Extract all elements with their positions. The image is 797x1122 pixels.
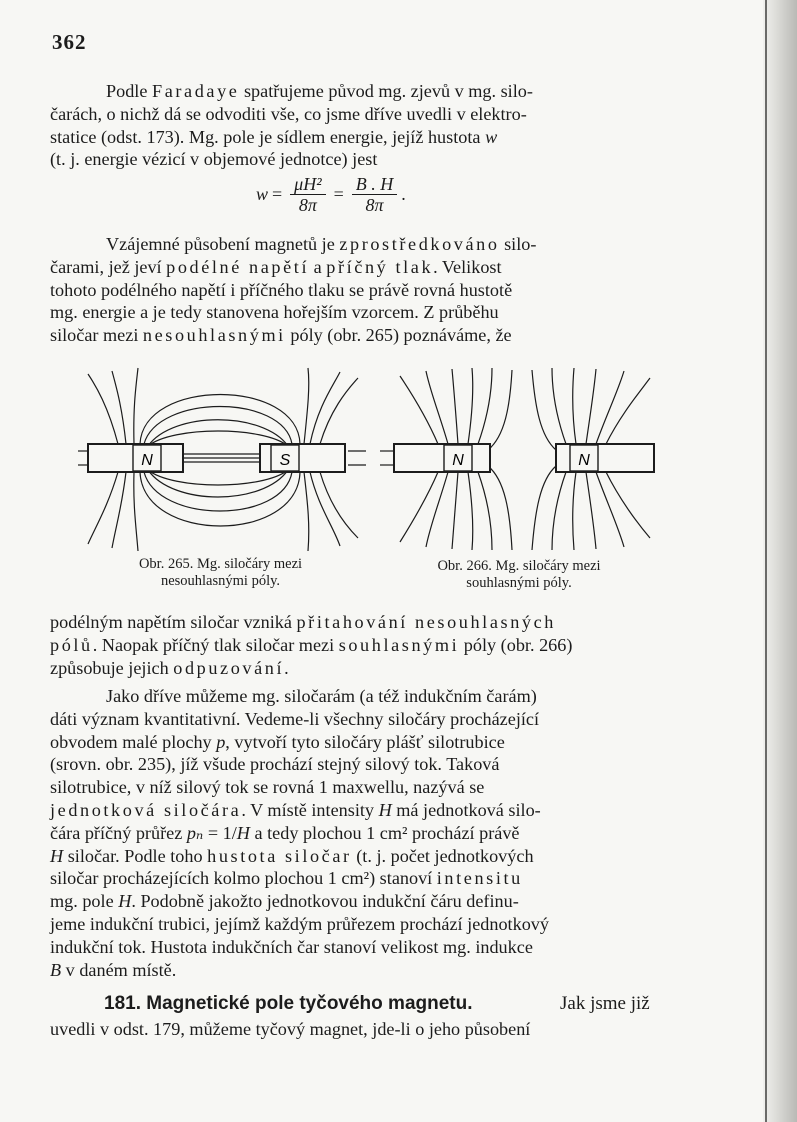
paragraph-faraday — [50, 80, 678, 171]
text-run: (t. j. energie vézicí v objemové jednotce) jest — [50, 149, 378, 170]
paragraph-attraction — [50, 611, 678, 679]
paragraph-unit-field-line — [50, 685, 678, 981]
math-symbol: H — [236, 822, 250, 843]
math-symbol: pₙ — [186, 822, 204, 843]
text-run: Jako dříve můžeme mg. siločarám (a též indukčním čarám) — [106, 686, 537, 706]
figure-265-unlike-poles — [78, 366, 368, 552]
text-run: . Podobně jakožto jednotkovou indukční čáru definu- — [131, 891, 519, 912]
fraction-1-denominator: 8π — [298, 195, 317, 215]
fig266-pole-right: N — [578, 452, 590, 469]
fraction-2-denominator: 8π — [365, 195, 384, 215]
text-run: siločar mezi — [50, 325, 143, 346]
fraction-2-numerator: B . H — [352, 174, 398, 195]
text-run: obvodem malé plochy — [50, 731, 217, 752]
fig266-pole-left: N — [452, 452, 464, 469]
text-run: mg. pole — [50, 891, 119, 912]
text-run: silotrubice, v níž silový tok se rovná 1 maxwellu, nazývá se — [50, 777, 485, 798]
formula-equals-1: = — [272, 184, 283, 204]
text-line — [50, 611, 678, 634]
spaced-emphasis: podélné napětí — [166, 256, 310, 277]
text-run: čarami, jež jeví — [50, 256, 167, 277]
text-run: (srovn. obr. 235), jíž všude prochází stejný silový tok. Taková — [50, 754, 500, 775]
section-heading: 181. Magnetické pole tyčového magnetu. — [104, 993, 473, 1014]
spaced-emphasis: příčný tlak — [326, 256, 434, 277]
math-symbol: w — [485, 126, 498, 147]
text-run: . Naopak příčný tlak siločar mezi — [92, 634, 339, 655]
text-line — [50, 776, 678, 799]
spaced-emphasis: hustota siločar — [207, 845, 352, 866]
text-run: . Velikost — [433, 256, 502, 277]
text-run: mg. energie a je tedy stanovena hořejším vzorcem. Z průběhu — [50, 302, 499, 323]
text-line — [50, 913, 678, 936]
spaced-emphasis: jednotková siločára — [50, 799, 242, 820]
fig265-caption-line2: nesouhlasnými póly. — [160, 573, 281, 589]
text-line — [50, 799, 678, 822]
figure-266-caption — [405, 558, 633, 592]
text-run: v daném místě. — [61, 959, 177, 980]
text-line — [50, 324, 678, 347]
math-symbol: H — [50, 845, 64, 866]
text-line — [50, 708, 678, 731]
spaced-emphasis: přitahování nesouhlasných — [296, 612, 556, 632]
text-line — [50, 685, 678, 708]
text-line — [50, 867, 678, 890]
text-run: má jednotková silo- — [391, 799, 541, 820]
energy-density-formula — [256, 174, 406, 215]
text-line — [50, 731, 678, 754]
section-line-2 — [50, 1018, 678, 1041]
figure-265-caption — [108, 556, 333, 590]
text-line — [50, 256, 678, 279]
text-run: jeme indukční trubici, jejímž každým průřezem prochází jednotkový — [50, 913, 549, 934]
fig266-caption-line1: Obr. 266. Mg. siločáry mezi — [437, 558, 601, 574]
text-run: spatřujeme původ mg. zjevů v mg. silo- — [239, 81, 533, 101]
text-run: , vytvoří tyto siločáry plášť silotrubice — [225, 731, 505, 752]
spaced-emphasis: pólů — [50, 634, 93, 655]
text-run: = 1/ — [203, 822, 237, 843]
text-run: a tedy plochou 1 cm² prochází právě — [249, 822, 520, 843]
math-symbol: H — [118, 891, 132, 912]
text-run: statice (odst. 173). Mg. pole je sídlem energie, jejíž hustota — [50, 126, 486, 147]
text-run: podélným napětím siločar vzniká — [50, 612, 297, 632]
page-number: 362 — [52, 30, 87, 54]
text-line — [50, 753, 678, 776]
fig266-caption-line2: souhlasnými póly. — [466, 575, 572, 591]
text-line — [50, 233, 678, 256]
formula-fraction-2 — [352, 174, 398, 215]
text-line — [50, 634, 678, 657]
fig266-magnet-left — [394, 444, 490, 472]
text-line — [50, 126, 678, 149]
text-line — [50, 822, 678, 845]
text-run: siločar procházejících kolmo plochou 1 cm²) stanoví — [50, 868, 437, 889]
text-run: Vzájemné působení magnetů je — [106, 234, 340, 254]
formula-fraction-1 — [290, 174, 325, 215]
spaced-emphasis: odpuzování — [173, 657, 285, 678]
text-run: póly (obr. 265) poznáváme, že — [285, 325, 512, 346]
text-run: indukční tok. Hustota indukčních čar stanoví velikost mg. indukce — [50, 936, 533, 957]
text-run: (t. j. počet jednotkových — [351, 845, 534, 866]
fraction-1-numerator: μH² — [290, 174, 325, 195]
text-run: siločar. Podle toho — [63, 845, 208, 866]
text-line — [50, 148, 678, 171]
spaced-emphasis: Faradaye — [151, 81, 240, 101]
text-line — [50, 80, 678, 103]
text-line — [50, 279, 678, 302]
formula-period: . — [401, 184, 406, 204]
text-line — [50, 890, 678, 913]
spaced-emphasis: zprostředkováno — [339, 234, 500, 254]
fig265-pole-right: S — [279, 452, 291, 469]
text-line — [50, 657, 678, 680]
spaced-emphasis: intensitu — [436, 868, 523, 889]
paragraph-interaction — [50, 233, 678, 347]
text-run: a — [309, 256, 327, 277]
text-line — [50, 301, 678, 324]
formula-lhs: w — [256, 184, 269, 204]
page-edge-line — [765, 0, 767, 1122]
text-run: tohoto podélného napětí i příčného tlaku se právě rovná hustotě — [50, 279, 513, 300]
text-run: dáti význam kvantitativní. Vedeme-li všechny siločáry procházející — [50, 708, 540, 729]
text-line — [50, 845, 678, 868]
text-line: uvedli v odst. 179, můžeme tyčový magnet, jde-li o jeho působení — [50, 1019, 531, 1039]
text-line — [50, 936, 678, 959]
text-run: čára příčný průřez — [50, 822, 187, 843]
formula-equals-2: = — [333, 184, 344, 204]
text-line — [50, 103, 678, 126]
figure-266-like-poles — [380, 366, 665, 552]
text-run: čarách, o nichž dá se odvoditi vše, co jsme dříve uvedli v elektro- — [50, 103, 527, 124]
text-run: Podle — [106, 81, 152, 101]
fig265-pole-left: N — [141, 452, 153, 469]
page-edge-shadow — [763, 0, 797, 1122]
math-symbol: p — [216, 731, 226, 752]
text-run: způsobuje jejich — [50, 657, 174, 678]
text-run: póly (obr. 266) — [459, 634, 573, 655]
spaced-emphasis: souhlasnými — [338, 634, 460, 655]
text-run: . V místě intensity — [241, 799, 379, 820]
math-symbol: B — [50, 959, 62, 980]
text-line — [50, 959, 678, 982]
text-run: silo- — [499, 234, 537, 254]
section-heading-continuation: Jak jsme již — [560, 993, 650, 1014]
text-run: . — [284, 657, 289, 678]
math-symbol: H — [378, 799, 392, 820]
spaced-emphasis: nesouhlasnými — [142, 325, 286, 346]
fig265-caption-line1: Obr. 265. Mg. siločáry mezi — [138, 556, 303, 572]
